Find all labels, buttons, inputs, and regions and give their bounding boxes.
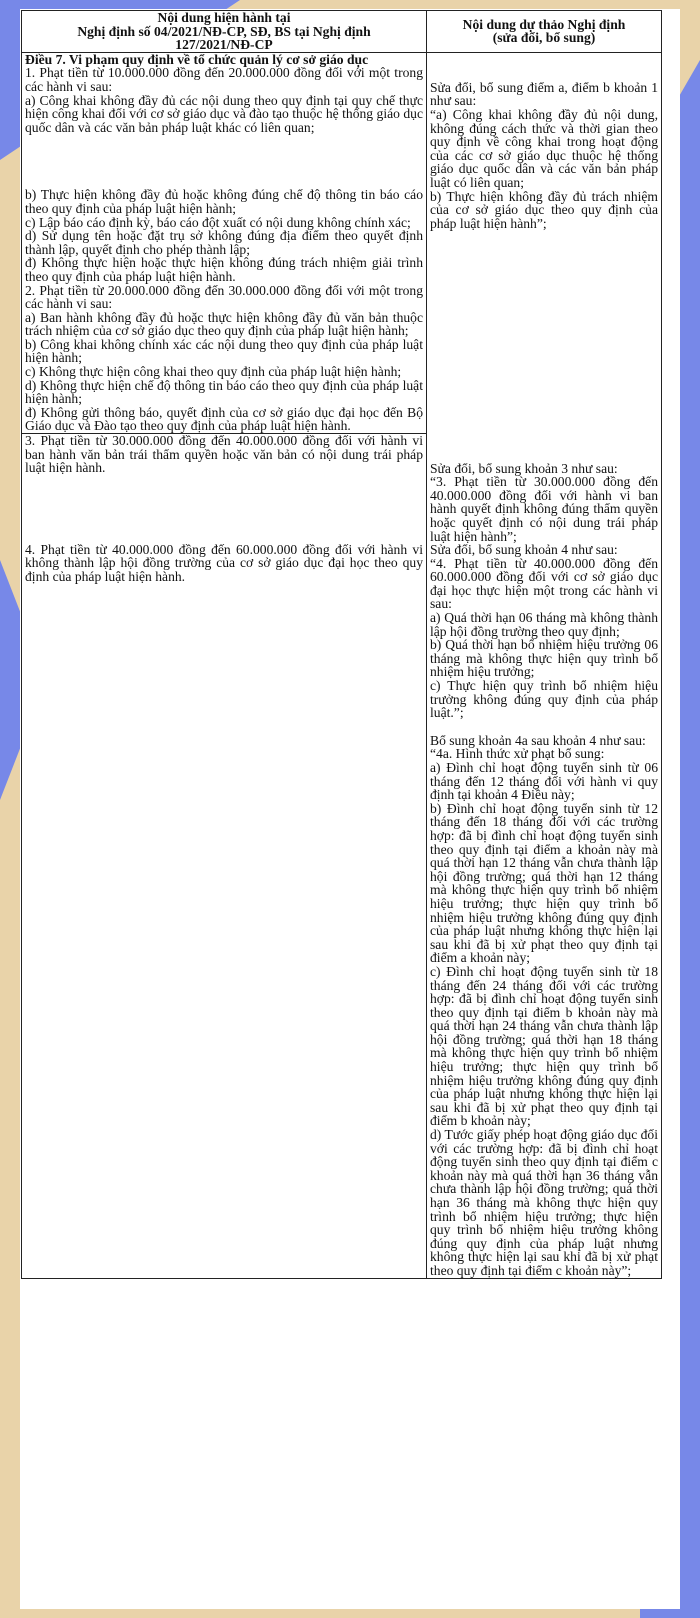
draft-k4a-a: a) Đình chỉ hoạt động tuyển sinh từ 06 tháng đến 12 tháng đối với hành vi quy định tại khoản 4 Điều này; — [430, 760, 658, 803]
draft-k4-c: c) Thực hiện quy trình bổ nhiệm hiệu trưởng không đúng quy định của pháp luật.”; — [430, 678, 658, 721]
header-current — [22, 11, 427, 53]
current-k3-k4-cell — [22, 434, 427, 1279]
current-k1-b: b) Thực hiện không đầy đủ hoặc không đúng chế độ thông tin báo cáo theo quy định của pháp luật hiện hành; — [25, 187, 423, 216]
current-k2-b: b) Công khai không chính xác các nội dung theo quy định của pháp luật hiện hành; — [25, 336, 423, 366]
draft-k1-a: “a) Công khai không đầy đủ nội dung, không đúng cách thức và thời gian theo quy định về công khai trong hoạt động của các cơ sở giáo dục thuộc hệ thống giáo dục quốc dân và các văn bản pháp luật có liên quan; — [430, 106, 658, 190]
draft-k1-intro: Sửa đổi, bổ sung điểm a, điểm b khoản 1 như sau: — [430, 79, 658, 109]
table-header-row — [22, 11, 662, 53]
article-title: Điều 7. Vi phạm quy định về tổ chức quản lý cơ sở giáo dục — [25, 51, 369, 67]
draft-k1-cell — [427, 52, 662, 433]
header-current-line2: Nghị định số 04/2021/NĐ-CP, SĐ, BS tại Nghị định — [77, 23, 371, 39]
current-k1-c: c) Lập báo cáo định kỳ, báo cáo đột xuất có nội dung không chính xác; — [25, 214, 411, 230]
current-k1-intro: 1. Phạt tiền từ 10.000.000 đồng đến 20.000.000 đồng đối với một trong các hành vi sau: — [25, 65, 423, 94]
current-k2-c: c) Không thực hiện công khai theo quy định của pháp luật hiện hành; — [25, 364, 402, 380]
draft-k4a-b: b) Đình chỉ hoạt động tuyển sinh từ 12 tháng đến 18 tháng đối với các trường hợp: đã bị đình chỉ hoạt động tuyển sinh theo quy định tại điểm a khoản này mà quá thời hạn 12 tháng vẫn chưa thành lập hội đồng trường; quá thời hạn 12 tháng mà không thực hiện quy trình bổ nhiệm hiệu trưởng; thực hiện quy trình bổ nhiệm hiệu trưởng không đúng quy định của pháp luật nhưng không thực hiện lại sau khi đã bị xử phạt theo quy định tại điểm a khoản này; — [430, 800, 658, 966]
current-k1-dd: đ) Không thực hiện hoặc thực hiện không đúng trách nhiệm giải trình theo quy định của pháp luật hiện hành. — [25, 255, 423, 284]
current-k1-cell — [22, 52, 427, 433]
comparison-table — [21, 10, 662, 1279]
current-k2-intro: 2. Phạt tiền từ 20.000.000 đồng đến 30.000.000 đồng đối với một trong các hành vi sau: — [25, 282, 423, 312]
draft-k4a-d: d) Tước giấy phép hoạt động giáo dục đối với các trường hợp: đã bị đình chỉ hoạt động tuyển sinh theo quy định tại điểm c khoản này mà quá thời hạn 36 tháng vẫn chưa thành lập hội đồng trường; quá thời hạn 36 tháng mà không thực hiện quy trình bổ nhiệm hiệu trưởng; thực hiện quy trình bổ nhiệm hiệu trưởng không đúng quy định của pháp luật nhưng không thực hiện lại sau khi đã bị xử phạt theo quy định tại điểm c khoản này”; — [430, 1127, 658, 1278]
current-k3: 3. Phạt tiền từ 30.000.000 đồng đến 40.000.000 đồng đối với hành vi ban hành văn bản trái thẩm quyền hoặc văn bản có nội dung trái pháp luật hiện hành. — [25, 433, 423, 476]
current-k1-d: d) Sử dụng tên hoặc đặt trụ sở không đúng địa điểm theo quyết định thành lập, quyết định cho phép thành lập; — [25, 228, 423, 257]
draft-k4-text: “4. Phạt tiền từ 40.000.000 đồng đến 60.000.000 đồng đối với cơ sở giáo dục đại học thực hiện một trong các hành vi sau: — [430, 555, 658, 612]
draft-k4a-intro: Bổ sung khoản 4a sau khoản 4 như sau: — [430, 732, 646, 748]
current-k2-a: a) Ban hành không đầy đủ hoặc thực hiện không đầy đủ văn bản thuộc trách nhiệm của cơ sở giáo dục theo quy định của pháp luật hiện hành; — [25, 309, 423, 339]
header-current-line1: Nội dung hiện hành tại — [157, 10, 291, 25]
header-draft — [427, 11, 662, 53]
draft-k3-k4-cell — [427, 434, 662, 1279]
table-row — [22, 434, 662, 1279]
draft-k3-text: “3. Phạt tiền từ 30.000.000 đồng đến 40.000.000 đồng đối với hành vi ban hành quyết định không đúng thẩm quyền hoặc quyết định có nội dung trái pháp luật hiện hành”; — [430, 474, 658, 544]
current-k4: 4. Phạt tiền từ 40.000.000 đồng đến 60.000.000 đồng đối với hành vi không thành lập hội đồng trường của cơ sở giáo dục đại học theo quy định của pháp luật hiện hành. — [25, 541, 423, 584]
header-draft-line2: (sửa đổi, bổ sung) — [492, 30, 596, 46]
draft-k4-intro: Sửa đổi, bổ sung khoản 4 như sau: — [430, 542, 618, 558]
current-k1-a: a) Công khai không đầy đủ các nội dung theo quy định tại quy chế thực hiện công khai đối với cơ sở giáo dục và đào tạo thuộc hệ thống giáo dục quốc dân và các văn bản pháp luật khác có liên quan; — [25, 92, 423, 135]
header-current-line3: 127/2021/NĐ-CP — [175, 37, 273, 53]
draft-k4-b: b) Quá thời hạn bổ nhiệm hiệu trưởng 06 tháng mà không thực hiện quy trình bổ nhiệm hiệu trưởng; — [430, 637, 658, 680]
draft-k1-b: b) Thực hiện không đầy đủ trách nhiệm của cơ sở giáo dục theo quy định của pháp luật hiện hành”; — [430, 188, 658, 231]
current-k2-d: d) Không thực hiện chế độ thông tin báo cáo theo quy định của pháp luật hiện hành; — [25, 377, 423, 407]
header-draft-line1: Nội dung dự thảo Nghị định — [462, 16, 626, 32]
draft-k4a-title: “4a. Hình thức xử phạt bổ sung: — [430, 746, 605, 762]
draft-k3-intro: Sửa đổi, bổ sung khoản 3 như sau: — [430, 460, 618, 476]
draft-k4a-c: c) Đình chỉ hoạt động tuyển sinh từ 18 tháng đến 24 tháng đối với các trường hợp: đã bị đình chỉ hoạt động tuyển sinh theo quy định tại điểm b khoản này mà quá thời hạn 24 tháng vẫn chưa thành lập hội đồng trường; quá thời hạn 18 tháng mà không thực hiện quy trình bổ nhiệm hiệu trưởng; thực hiện quy trình bổ nhiệm hiệu trưởng không đúng quy định của pháp luật nhưng không thực hiện lại sau khi đã bị xử phạt theo quy định tại điểm b khoản này; — [430, 963, 658, 1129]
draft-k4-a: a) Quá thời hạn 06 tháng mà không thành lập hội đồng trường theo quy định; — [430, 610, 658, 639]
table-row — [22, 52, 662, 433]
document-page — [20, 9, 680, 1609]
current-k2-dd: đ) Không gửi thông báo, quyết định của cơ sở giáo dục đại học đến Bộ Giáo dục và Đào tạo theo quy định của pháp luật hiện hành. — [25, 404, 423, 434]
